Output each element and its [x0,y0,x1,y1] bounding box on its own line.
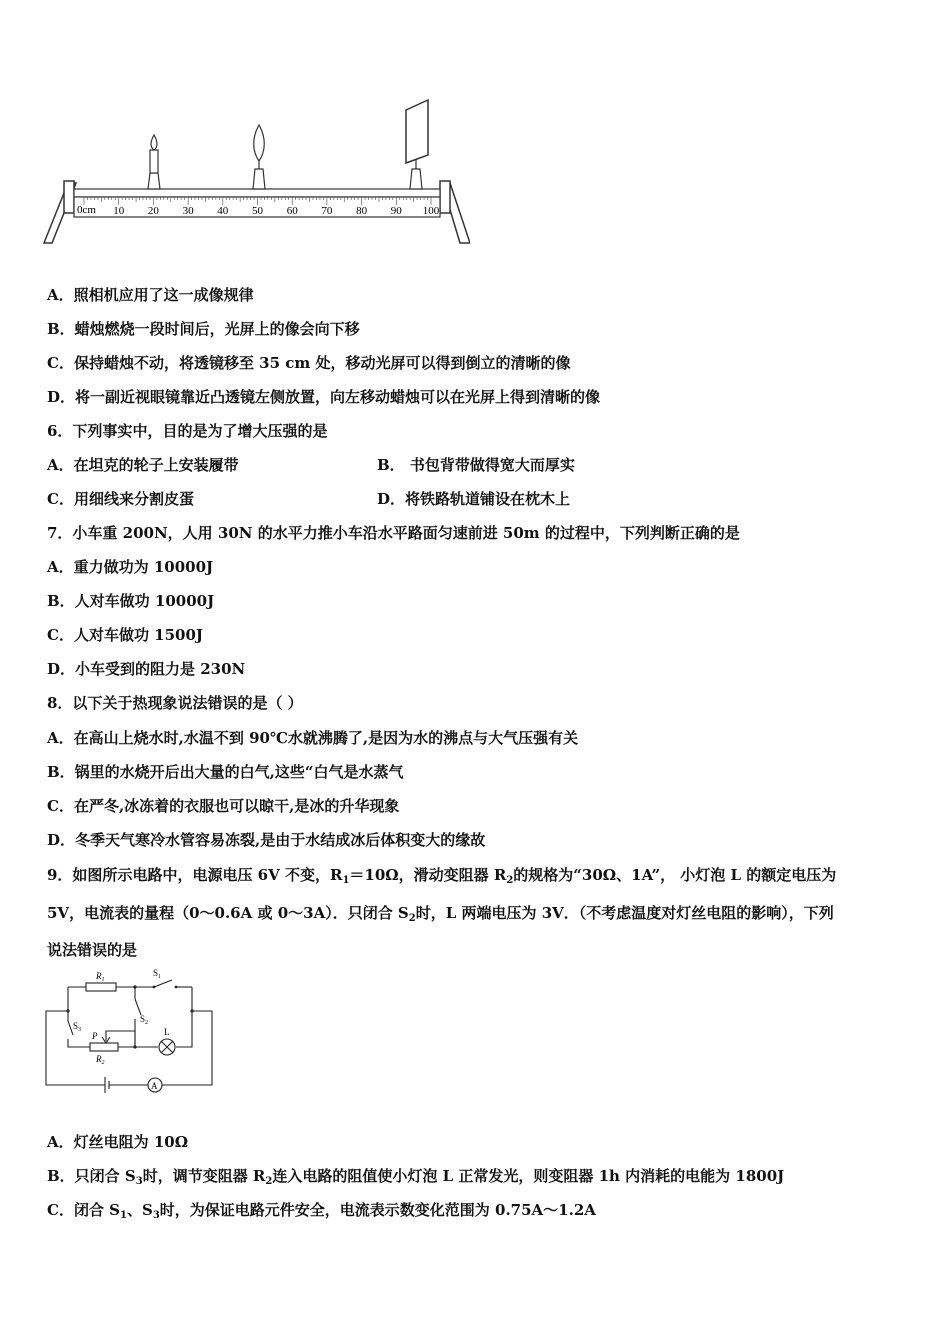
q6-option-c: C．用细线来分割皮蛋 [47,490,194,508]
ruler-tick-label: 100 [422,205,440,217]
q5-option-a: A．照相机应用了这一成像规律 [47,286,254,304]
label-s1: $S_1$ [153,968,162,980]
q8-option-c: C．在严冬,冰冻着的衣服也可以晾干,是冰的升华现象 [47,797,400,815]
q5-option-c: C．保持蜡烛不动，将透镜移至 35 cm 处，移动光屏可以得到倒立的清晰的像 [47,354,571,372]
q9-option-c: C．闭合 $S_1$、$S_3$时，为保证电路元件安全，电流表示数变化范围为 0.75A～1.2A [47,1201,596,1221]
convex-lens [253,125,265,189]
candle [148,135,160,189]
q9-stem-line1: 9．如图所示电路中，电源电压 6V 不变，$R_1=10\Omega$，滑动变阻器 $R_2$的规格为“30Ω、1A”， 小灯泡 L 的额定电压为 [47,866,837,886]
label-s2: $S_2$ [140,1014,149,1026]
candle-flame [151,135,157,150]
q9-option-b: B．只闭合 $S_3$时，调节变阻器 $R_2$连入电路的阻值使小灯泡 L 正常发光，则变阻器 1h 内消耗的电能为 1800J [47,1167,785,1187]
q9-stem-line3: 说法错误的是 [47,941,138,959]
q9-stem-line2: 5V，电流表的量程（0～0.6A 或 0～3A）．只闭合 $S_2$时，L 两端电压为 3V．（不考虑温度对灯丝电阻的影响），下列 [47,904,834,924]
left-end-post [64,181,74,213]
circuit-diagram [40,965,220,1095]
q8-option-a: A．在高山上烧水时,水温不到 90℃水就沸腾了,是因为水的沸点与大气压强有关 [47,729,579,747]
ruler-tick-label: 70 [321,205,333,217]
q5-option-b: B．蜡烛燃烧一段时间后，光屏上的像会向下移 [47,320,360,338]
ruler-tick-label: 10 [113,205,125,217]
label-s3: $S_3$ [73,1021,82,1033]
ruler-tick-label: 20 [147,205,159,217]
q6-option-b: B． 书包背带做得宽大而厚实 [377,456,575,474]
label-r2: $R_2$ [96,1054,105,1066]
ruler-tick-label: 90 [390,205,402,217]
optical-bench-figure [40,95,470,250]
q6-option-d: D．将铁路轨道铺设在枕木上 [377,490,571,508]
ruler-tick-label: 80 [356,205,368,217]
ruler-tick-label: 50 [252,205,263,217]
label-l: L [164,1027,170,1037]
ruler-tick-label: 30 [182,205,194,217]
q6-option-a: A．在坦克的轮子上安装履带 [47,456,239,474]
light-screen [406,100,428,189]
q7-option-b: B．人对车做功 10000J [47,592,215,610]
q7-option-d: D．小车受到的阻力是 230N [47,660,246,678]
right-end-post [440,181,450,213]
q7-stem: 7．小车重 200N，人用 30N 的水平力推小车沿水平路面匀速前进 50m 的过程中，下列判断正确的是 [47,524,740,542]
q6-stem: 6．下列事实中，目的是为了增大压强的是 [47,422,328,440]
q8-stem: 8．以下关于热现象说法错误的是（ ） [47,694,303,712]
rail-top [74,189,440,197]
q8-option-b: B．锅里的水烧开后出大量的白气,这些“白气是水蒸气 [47,763,404,781]
q9-option-a: A．灯丝电阻为 10Ω [47,1133,189,1151]
q7-option-c: C．人对车做功 1500J [47,626,204,644]
q8-option-d: D．冬季天气寒冷水管容易冻裂,是由于水结成冰后体积变大的缘故 [47,831,486,849]
ruler-unit-label: 0cm [77,204,96,216]
label-r1: $R_1$ [96,971,105,983]
label-ammeter: A [151,1081,158,1091]
q7-option-a: A．重力做功为 10000J [47,558,214,576]
ruler-tick-label: 60 [286,205,298,217]
q5-option-d: D．将一副近视眼镜靠近凸透镜左侧放置，向左移动蜡烛可以在光屏上得到清晰的像 [47,388,601,406]
ruler-tick-label: 40 [217,205,229,217]
label-p: P [92,1031,98,1041]
